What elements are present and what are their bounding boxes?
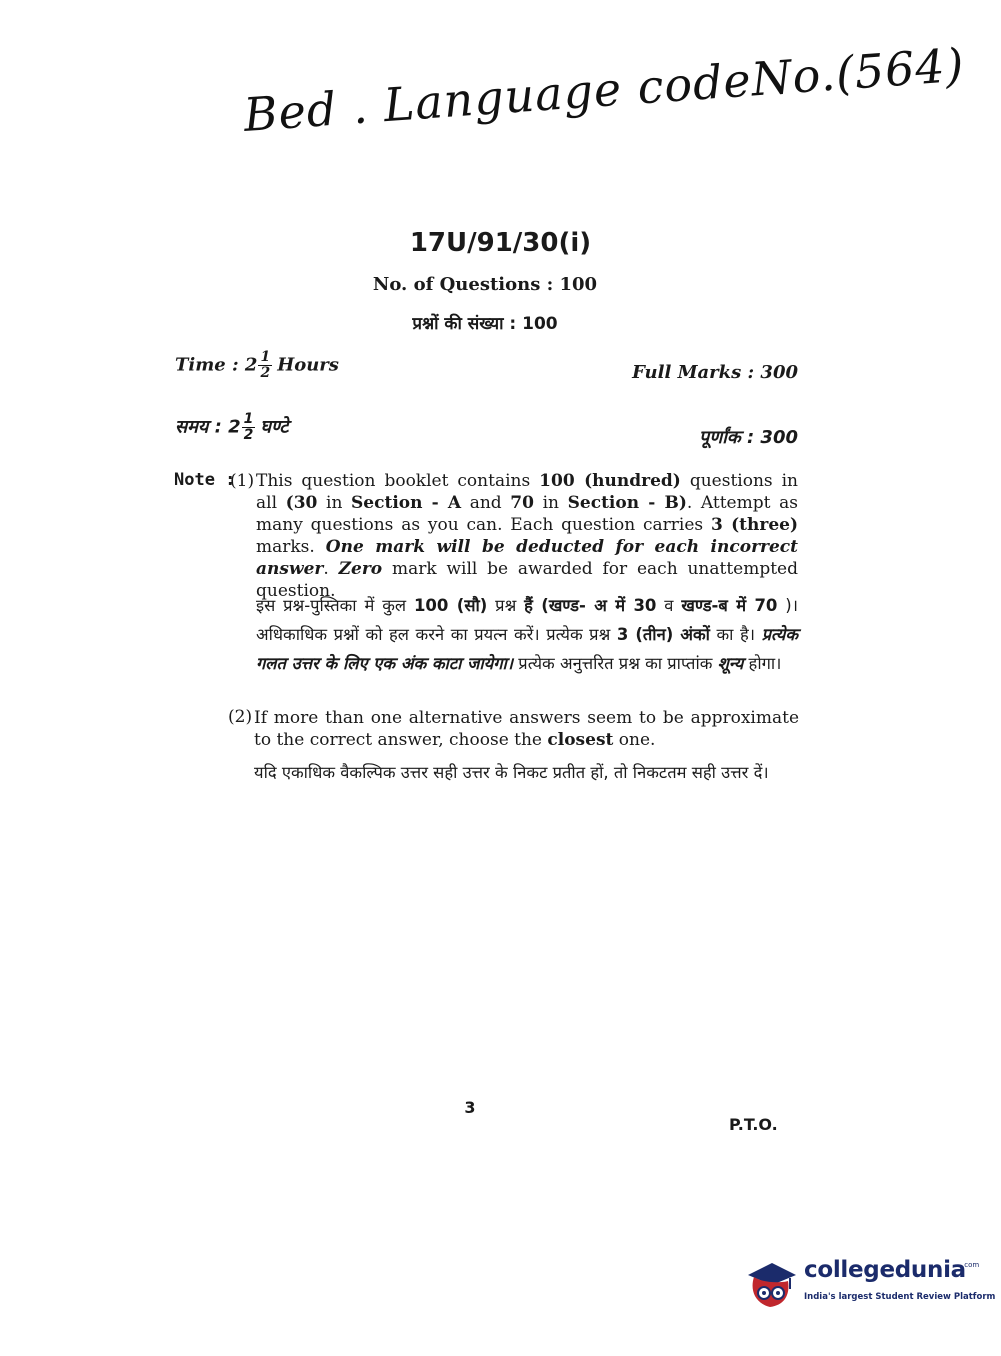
pto-label: P.T.O. (729, 1115, 778, 1134)
time-frac-den-hi: 2 (243, 427, 254, 443)
text: . (323, 559, 339, 579)
note-item1-en (256, 470, 798, 602)
time-en-unit: Hours (277, 354, 339, 376)
bold-text: 3 (three) (710, 515, 798, 535)
bold-italic-text: शून्य (717, 654, 744, 673)
text: होगा। (743, 654, 782, 673)
num-questions-en: No. of Questions : 100 (372, 274, 598, 295)
page-number: 3 (464, 1098, 476, 1117)
text: प्रत्येक अनुत्तरित प्रश्न का प्राप्तांक (513, 654, 718, 673)
bold-text: Section - A (351, 493, 462, 513)
bold-text: Section - B) (567, 493, 687, 513)
collegedunia-watermark (742, 1249, 996, 1313)
text: इस प्रश्न-पुस्तिका में कुल (256, 596, 414, 615)
bold-text: हैं (खण्ड- अ में 30 (524, 596, 657, 615)
bold-text: closest (547, 730, 614, 750)
num-questions-hi: प्रश्नों की संख्या : 100 (412, 314, 558, 334)
text: one. (613, 730, 656, 750)
text: in (317, 493, 352, 513)
bold-text: खण्ड-ब में 70 (681, 596, 778, 615)
time-en (175, 350, 339, 381)
text: mark will be awarded for each unattempted question. (256, 559, 798, 601)
note-item2-number: (2) (228, 707, 253, 727)
time-hi-unit: घण्टे (260, 416, 289, 438)
time-en-label: Time : 2 (175, 354, 258, 376)
bold-italic-text: One mark will be deducted for each incorrect answer (256, 537, 799, 579)
note-item1-number: (1) (230, 471, 255, 491)
bold-text: 70 (510, 493, 534, 513)
mascot-icon (742, 1253, 800, 1311)
text: marks. (256, 537, 326, 557)
time-frac-den: 2 (260, 365, 271, 381)
text: . Attempt as many questions as you can. Each question carries (256, 493, 798, 535)
time-hi-label: समय : 2 (175, 416, 241, 438)
text: This question booklet contains (256, 471, 540, 491)
time-frac-num-hi: 1 (243, 411, 254, 427)
time-frac-num: 1 (260, 349, 271, 365)
brand-tagline: India's largest Student Review Platform (804, 1292, 996, 1302)
brand-name: collegedunia (804, 1257, 966, 1283)
bold-italic-text: Zero (338, 559, 383, 579)
time-hi (175, 412, 288, 443)
brand-suffix: .com (962, 1261, 980, 1269)
text: and (461, 493, 511, 513)
bold-text: (30 (285, 493, 318, 513)
handwritten-title: Bed . Language codeNo.(564) (241, 37, 967, 142)
time-fraction-hi (242, 412, 256, 443)
bold-text: 100 (सौ) (413, 596, 488, 615)
note-label: Note : (174, 470, 236, 490)
full-marks-hi: पूर्णांक : 300 (698, 427, 798, 448)
bold-text: 3 (तीन) अंकों (616, 625, 710, 644)
text: in (533, 493, 568, 513)
paper-code: 17U/91/30(i) (409, 228, 592, 258)
time-fraction (258, 350, 272, 381)
text: )। अधिकाधिक प्रश्नों को हल करने का प्रयत्न करें। प्रत्येक प्रश्न (256, 596, 798, 644)
note-item1-hi (256, 591, 798, 678)
bold-text: 100 (hundred) (539, 471, 681, 491)
text: प्रश्न (487, 596, 525, 615)
text: If more than one alternative answers seem to be approximate to the correct answer, choose the (254, 708, 799, 750)
full-marks-en: Full Marks : 300 (632, 362, 798, 383)
text: व (656, 596, 682, 615)
bold-italic-text: प्रत्येक गलत उत्तर के लिए एक अंक काटा जायेगा। (256, 625, 798, 673)
note-item2-hi: यदि एकाधिक वैकल्पिक उत्तर सही उत्तर के निकट प्रतीत हों, तो निकटतम सही उत्तर दें। (254, 763, 769, 782)
text: का है। (709, 625, 762, 644)
text: questions in all (256, 471, 798, 513)
note-item2-en (254, 707, 799, 751)
